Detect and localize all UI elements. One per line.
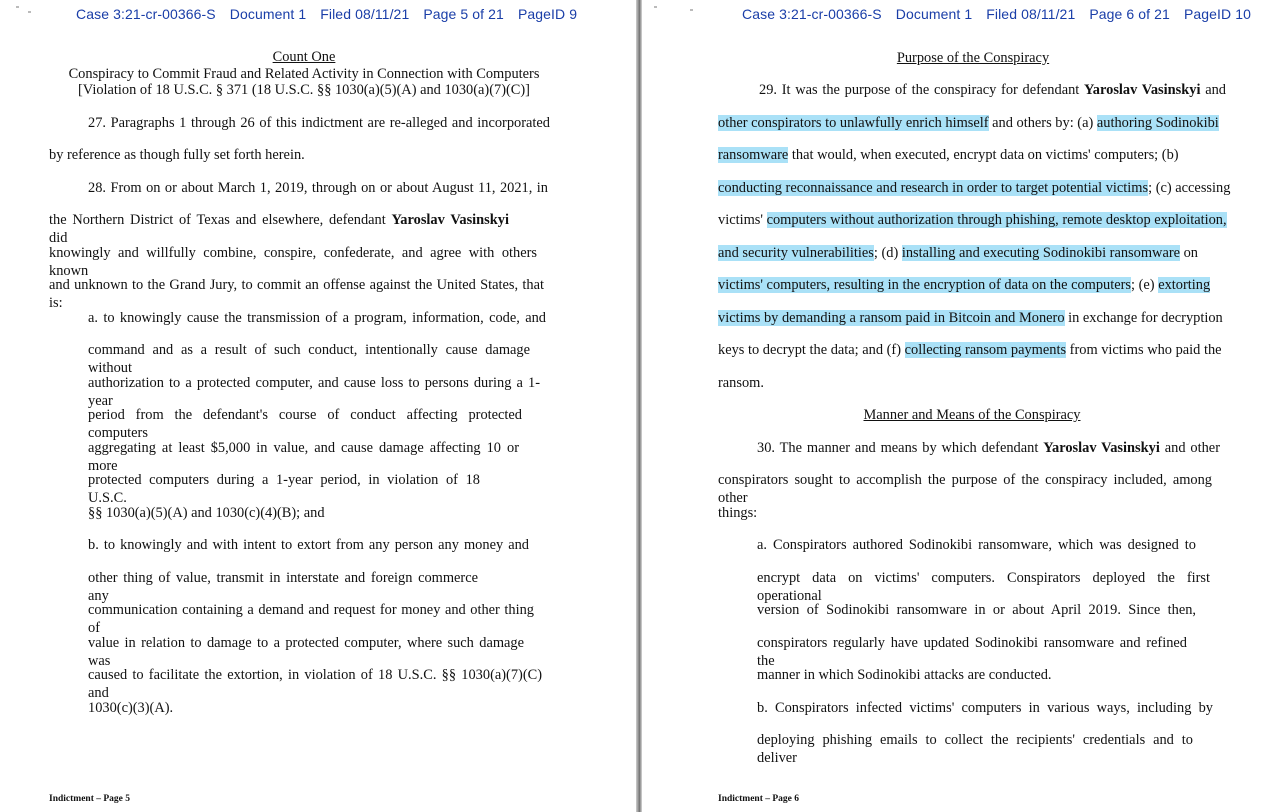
page-footer-left: Indictment – Page 5 — [49, 794, 131, 804]
text-span: on — [1180, 245, 1199, 261]
item-b-line: b. to knowingly and with intent to extort from any person any money and — [88, 537, 529, 553]
paragraph-27-line: 27. Paragraphs 1 through 26 of this indictment are re-alleged and incorporated — [88, 115, 550, 131]
document-page-right — [642, 0, 1280, 812]
section-heading-manner: Manner and Means of the Conspiracy — [863, 407, 1081, 423]
paragraph-28-line: 28. From on or about March 1, 2019, through on or about August 11, 2021, in — [88, 180, 548, 196]
page-header-left — [76, 6, 591, 22]
paragraph-29-line — [718, 276, 1210, 294]
scan-speck — [28, 11, 31, 13]
page-id: PageID 10 — [1183, 6, 1251, 22]
text-span: ; (c) accessing — [1148, 180, 1231, 196]
page-count: Page 6 of 21 — [1089, 6, 1170, 22]
text-span: ; (d) — [873, 245, 902, 261]
item-a-line: encrypt data on victims' computers. Conspirators deployed the first operational — [757, 570, 1210, 604]
document-page-left — [0, 0, 636, 812]
paragraph-28-line — [49, 211, 509, 247]
count-subtitle-2: [Violation of 18 U.S.C. § 371 (18 U.S.C. §§ 1030(a)(5)(A) and 1030(a)(7)(C)] — [78, 82, 530, 98]
highlighted-text: victims' computers, resulting in the encryption of data on the computers — [718, 277, 1132, 293]
document-number: Document 1 — [229, 6, 307, 22]
paragraph-28-line: knowingly and willfully combine, conspire, confederate, and agree with others known — [49, 245, 537, 279]
text-span: victims' — [718, 212, 767, 228]
paragraph-29-line — [718, 114, 1219, 132]
paragraph-29-line — [718, 244, 1198, 262]
item-a-line: a. to knowingly cause the transmission of a program, information, code, and — [88, 310, 546, 326]
paragraph-27-line: by reference as though fully set forth herein. — [49, 147, 305, 163]
document-number: Document 1 — [895, 6, 973, 22]
paragraph-28-line: and unknown to the Grand Jury, to commit an offense against the United States, that is: — [49, 277, 544, 311]
item-a-line: manner in which Sodinokibi attacks are conducted. — [757, 667, 1052, 683]
text-span: 29. It was the purpose of the conspiracy for defendant — [759, 82, 1080, 98]
text-span: from victims who paid the — [1066, 342, 1222, 358]
paragraph-29-line — [759, 81, 1226, 99]
item-a-line: version of Sodinokibi ransomware in or about April 2019. Since then, — [757, 602, 1196, 618]
text-span: 30. The manner and means by which defendant — [757, 440, 1039, 456]
item-a-line: aggregating at least $5,000 in value, and cause damage affecting 10 or more — [88, 440, 519, 474]
page-id: PageID 9 — [517, 6, 578, 22]
text-span: in exchange for decryption — [1064, 310, 1223, 326]
item-b-line: other thing of value, transmit in interstate and foreign commerce any — [88, 570, 478, 604]
case-number: Case 3:21-cr-00366-S — [742, 6, 882, 22]
item-b-line: b. Conspirators infected victims' computers in various ways, including by — [757, 700, 1213, 716]
section-heading-purpose: Purpose of the Conspiracy — [896, 50, 1050, 66]
paragraph-29-line: ransom. — [718, 375, 764, 391]
paragraph-29-line — [718, 341, 1222, 359]
text-span: and others by: (a) — [988, 115, 1097, 131]
count-subtitle-1: Conspiracy to Commit Fraud and Related Activity in Connection with Computers — [68, 66, 540, 82]
paragraph-29-line — [718, 146, 1179, 164]
item-a-line: protected computers during a 1-year period, in violation of 18 U.S.C. — [88, 472, 480, 506]
highlighted-text: installing and executing Sodinokibi ransomware — [901, 245, 1181, 261]
item-a-line: §§ 1030(a)(5)(A) and 1030(c)(4)(B); and — [88, 505, 325, 521]
defendant-name: Yaroslav Vasinskyi — [1084, 82, 1201, 98]
item-b-line: communication containing a demand and request for money and other thing of — [88, 602, 534, 636]
paragraph-30-line: conspirators sought to accomplish the purpose of the conspiracy included, among other — [718, 472, 1212, 506]
text-span: and — [1205, 82, 1226, 98]
paragraph-30-line: things: — [718, 505, 758, 521]
highlighted-text: computers without authorization through phishing, remote desktop exploitation, — [766, 212, 1227, 228]
item-a-line: command and as a result of such conduct, intentionally cause damage without — [88, 342, 530, 376]
item-a-line: a. Conspirators authored Sodinokibi ransomware, which was designed to — [757, 537, 1196, 553]
highlighted-text: authoring Sodinokibi — [1096, 115, 1219, 131]
page-count: Page 5 of 21 — [423, 6, 504, 22]
item-a-line: authorization to a protected computer, and cause loss to persons during a 1-year — [88, 375, 540, 409]
item-b-line: deploying phishing emails to collect the recipients' credentials and to deliver — [757, 732, 1193, 766]
paragraph-29-line — [718, 211, 1227, 229]
highlighted-text: and security vulnerabilities — [718, 245, 874, 261]
paragraph-29-line — [718, 309, 1223, 327]
highlighted-text: collecting ransom payments — [904, 342, 1067, 358]
highlighted-text: ransomware — [718, 147, 789, 163]
scan-speck — [16, 6, 19, 8]
page-footer-right: Indictment – Page 6 — [718, 794, 800, 804]
count-title: Count One — [272, 49, 336, 65]
item-b-line: value in relation to damage to a protected computer, where such damage was — [88, 635, 524, 669]
highlighted-text: conducting reconnaissance and research in order to target potential victims — [718, 180, 1149, 196]
text-span: keys to decrypt the data; and (f) — [718, 342, 905, 358]
page-header-right — [742, 6, 1265, 22]
text-span: and other — [1164, 440, 1220, 456]
highlighted-text: other conspirators to unlawfully enrich himself — [718, 115, 989, 131]
case-number: Case 3:21-cr-00366-S — [76, 6, 216, 22]
item-b-line: caused to facilitate the extortion, in violation of 18 U.S.C. §§ 1030(a)(7)(C) and — [88, 667, 542, 701]
defendant-name: Yaroslav Vasinskyi — [391, 212, 509, 228]
item-a-line: conspirators regularly have updated Sodinokibi ransomware and refined the — [757, 635, 1187, 669]
scan-speck — [654, 6, 657, 8]
scan-speck — [690, 9, 693, 11]
highlighted-text: victims by demanding a ransom paid in Bitcoin and Monero — [718, 310, 1065, 326]
text-span: did — [49, 230, 68, 246]
text-span: the Northern District of Texas and elsewhere, defendant — [49, 212, 386, 228]
highlighted-text: extorting — [1158, 277, 1211, 293]
defendant-name: Yaroslav Vasinskyi — [1043, 440, 1160, 456]
paragraph-29-line — [718, 179, 1230, 197]
text-span: that would, when executed, encrypt data on victims' computers; (b) — [788, 147, 1179, 163]
item-b-line: 1030(c)(3)(A). — [88, 700, 174, 716]
item-a-line: period from the defendant's course of conduct affecting protected computers — [88, 407, 522, 441]
text-span: ; (e) — [1131, 277, 1159, 293]
filed-date: Filed 08/11/21 — [986, 6, 1076, 22]
paragraph-30-line — [757, 439, 1220, 457]
filed-date: Filed 08/11/21 — [320, 6, 410, 22]
